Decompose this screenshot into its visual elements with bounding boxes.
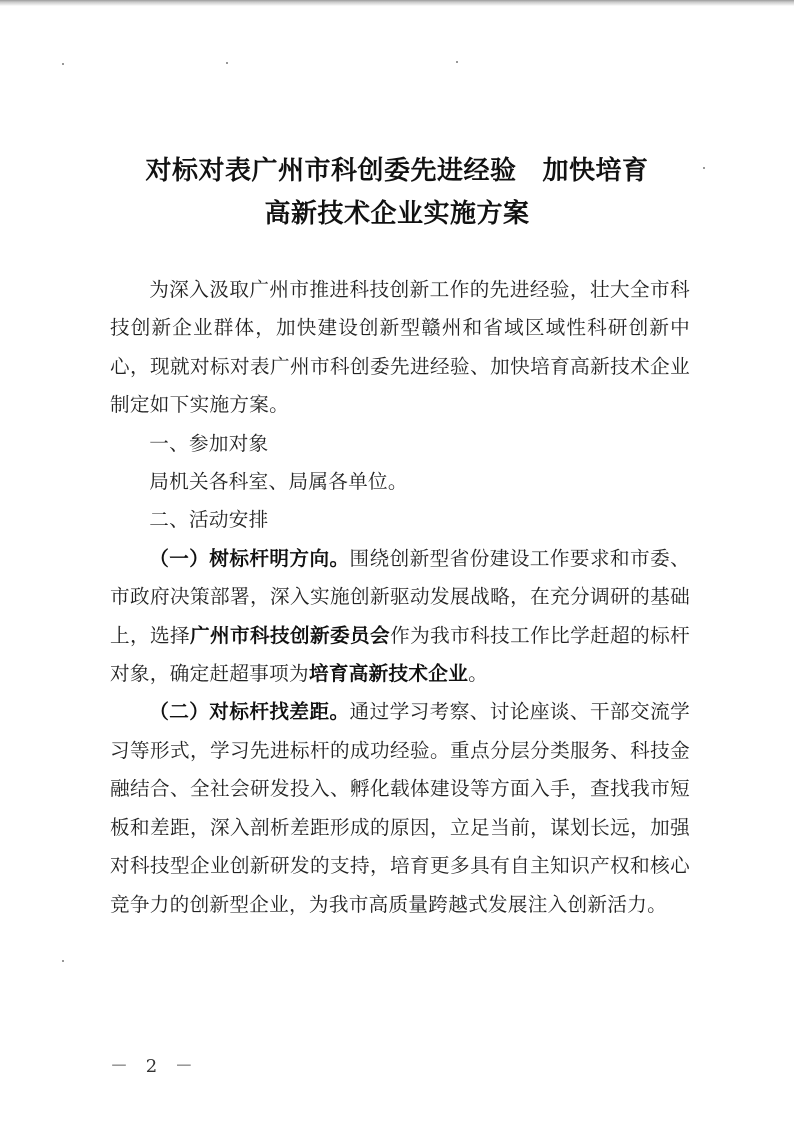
document-body [110,271,690,924]
item1-paragraph [110,540,690,694]
scan-edge [0,0,794,6]
item1-text2: 作为我市科技工作比学赶超的标杆对象，确定赶超事项为 [110,623,691,686]
title-line1-part1: 对标对表广州市科创委先进经验 [145,156,517,186]
page-number: － 2 － [110,1056,199,1077]
intro-paragraph: 为深入汲取广州市推进科技创新工作的先进经验，壮大全市科技创新企业群体，加快建设创新型赣州和省域区域性科研创新中心，现就对标对表广州市科创委先进经验、加快培育高新技术企业制定如下实施方案。 [110,278,690,417]
scan-speck [456,61,458,63]
item2-label: （二）对标杆找差距。 [149,700,350,724]
item1-text1: 围绕创新型省份建设工作要求和市委、市政府决策部署，深入实施创新驱动发展战略，在充分调研的基础上，选择 [110,546,690,647]
item1-text3: 。 [468,662,488,686]
item2-text: 通过学习考察、讨论座谈、干部交流学习等形式，学习先进标杆的成功经验。重点分层分类服务、科技金融结合、全社会研发投入、孵化载体建设等方面入手，查找我市短板和差距，深入剖析差距形成的原因，立足当前，谋划长远，加强对科技型企业创新研发的支持，培育更多具有自主知识产权和核心竞争力的创新型企业，为我市高质量跨越式发展注入创新活力。 [110,700,690,916]
section1-body: 局机关各科室、局属各单位。 [149,470,408,494]
document-title-line2: 高新技术企业实施方案 [264,199,530,229]
section1-heading: 一、参加对象 [149,431,269,455]
scan-speck [62,63,64,65]
scan-speck [226,62,228,64]
title-line1-part2: 加快培育 [542,156,649,186]
item2-paragraph [110,693,690,923]
item1-bold2: 培育高新技术企业 [308,662,469,686]
item1-bold1: 广州市科技创新委员会 [190,623,391,647]
scan-speck [62,960,64,962]
item1-label: （一）树标杆明方向。 [149,546,350,570]
section2-heading: 二、活动安排 [149,508,269,532]
document-title-line1 [0,151,794,191]
